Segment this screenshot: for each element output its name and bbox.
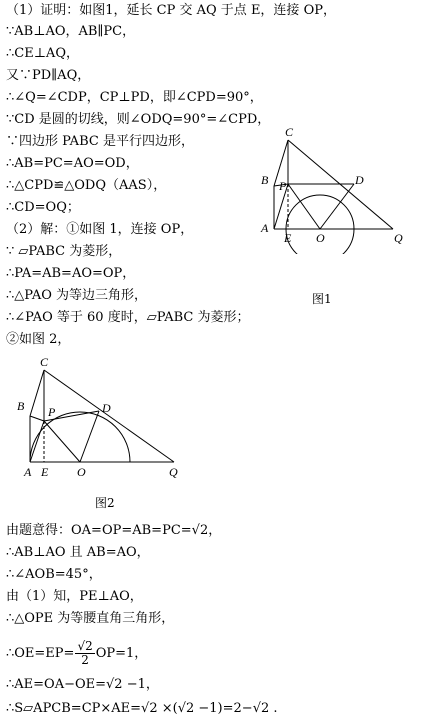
oe-ep-prefix: ∴OE=EP=: [6, 646, 75, 661]
solution-line-12: ∵ ▱PABC 为菱形，: [6, 244, 122, 259]
figure-2-caption: 图2: [95, 496, 115, 510]
fraction-denominator: 2: [81, 653, 89, 667]
solution-line-7: ∵四边形 PABC 是平行四边形，: [6, 134, 194, 149]
sqrt2-over-2-fraction: [75, 640, 94, 667]
fig1-label-c: C: [285, 125, 294, 139]
fig1-label-e: E: [284, 231, 292, 245]
solution-line-18: ∴AB⊥AO 且 AB=AO，: [6, 545, 150, 560]
fig2-label-q: Q: [169, 465, 178, 479]
solution-line-11: （2）解：①如图 1，连接 OP，: [6, 222, 194, 237]
solution-line-8: ∴AB=PC=AO=OD，: [6, 156, 139, 171]
fig2-label-p: P: [48, 405, 56, 419]
fraction-numerator: √2: [77, 639, 93, 653]
fig1-label-b: B: [261, 173, 269, 187]
solution-line-19: ∴∠AOB=45°，: [6, 567, 102, 582]
fig1-label-d: D: [355, 173, 364, 187]
fig2-label-a: A: [24, 465, 32, 479]
solution-line-4: 又∵PD∥AQ，: [6, 68, 91, 83]
solution-line-16: ②如图 2，: [6, 332, 71, 347]
fig2-label-e: E: [41, 465, 49, 479]
fig2-label-b: B: [17, 399, 25, 413]
oe-ep-suffix: OP=1，: [95, 646, 148, 661]
solution-line-24: ∴S▱APCB=CP×AE=√2 ×(√2 −1)=2−√2 .: [6, 701, 278, 716]
solution-line-20: 由（1）知，PE⊥AO，: [6, 589, 143, 604]
solution-line-13: ∴PA=AB=AO=OP，: [6, 266, 136, 281]
solution-line-10: ∴CD=OQ；: [6, 200, 80, 215]
solution-line-6: ∵CD 是圆的切线，则∠ODQ=90°=∠CPD，: [6, 112, 271, 127]
fig1-label-p: P: [279, 179, 287, 193]
fig2-label-c: C: [40, 355, 49, 369]
solution-line-23: ∴AE=OA−OE=√2 −1，: [6, 677, 159, 692]
figure-1-caption: 图1: [312, 292, 332, 306]
fig2-label-d: D: [102, 401, 111, 415]
solution-line-15: ∴∠PAO 等于 60 度时，▱PABC 为菱形；: [6, 310, 250, 325]
solution-line-1: （1）证明：如图1，延长 CP 交 AQ 于点 E，连接 OP，: [6, 3, 336, 18]
fig1-label-q: Q: [394, 231, 403, 245]
figure-1-diagram: [258, 124, 418, 254]
solution-line-5: ∴∠Q=∠CDP，CP⊥PD，即∠CPD=90°，: [6, 90, 263, 105]
solution-line-21: ∴△OPE 为等腰直角三角形，: [6, 611, 175, 626]
solution-line-9: ∴△CPD≌△ODQ（AAS），: [6, 178, 167, 193]
solution-line-2: ∵AB⊥AO，AB∥PC，: [6, 24, 136, 39]
fig1-label-o: O: [316, 231, 325, 245]
solution-line-22: [6, 640, 147, 667]
fig1-label-a: A: [261, 221, 269, 235]
solution-line-3: ∴CE⊥AQ，: [6, 46, 79, 61]
solution-line-17: 由题意得：OA=OP=AB=PC=√2，: [6, 523, 222, 538]
figure-2-diagram: [14, 354, 189, 479]
solution-line-14: ∴△PAO 为等边三角形，: [6, 288, 148, 303]
fig2-label-o: O: [77, 465, 86, 479]
